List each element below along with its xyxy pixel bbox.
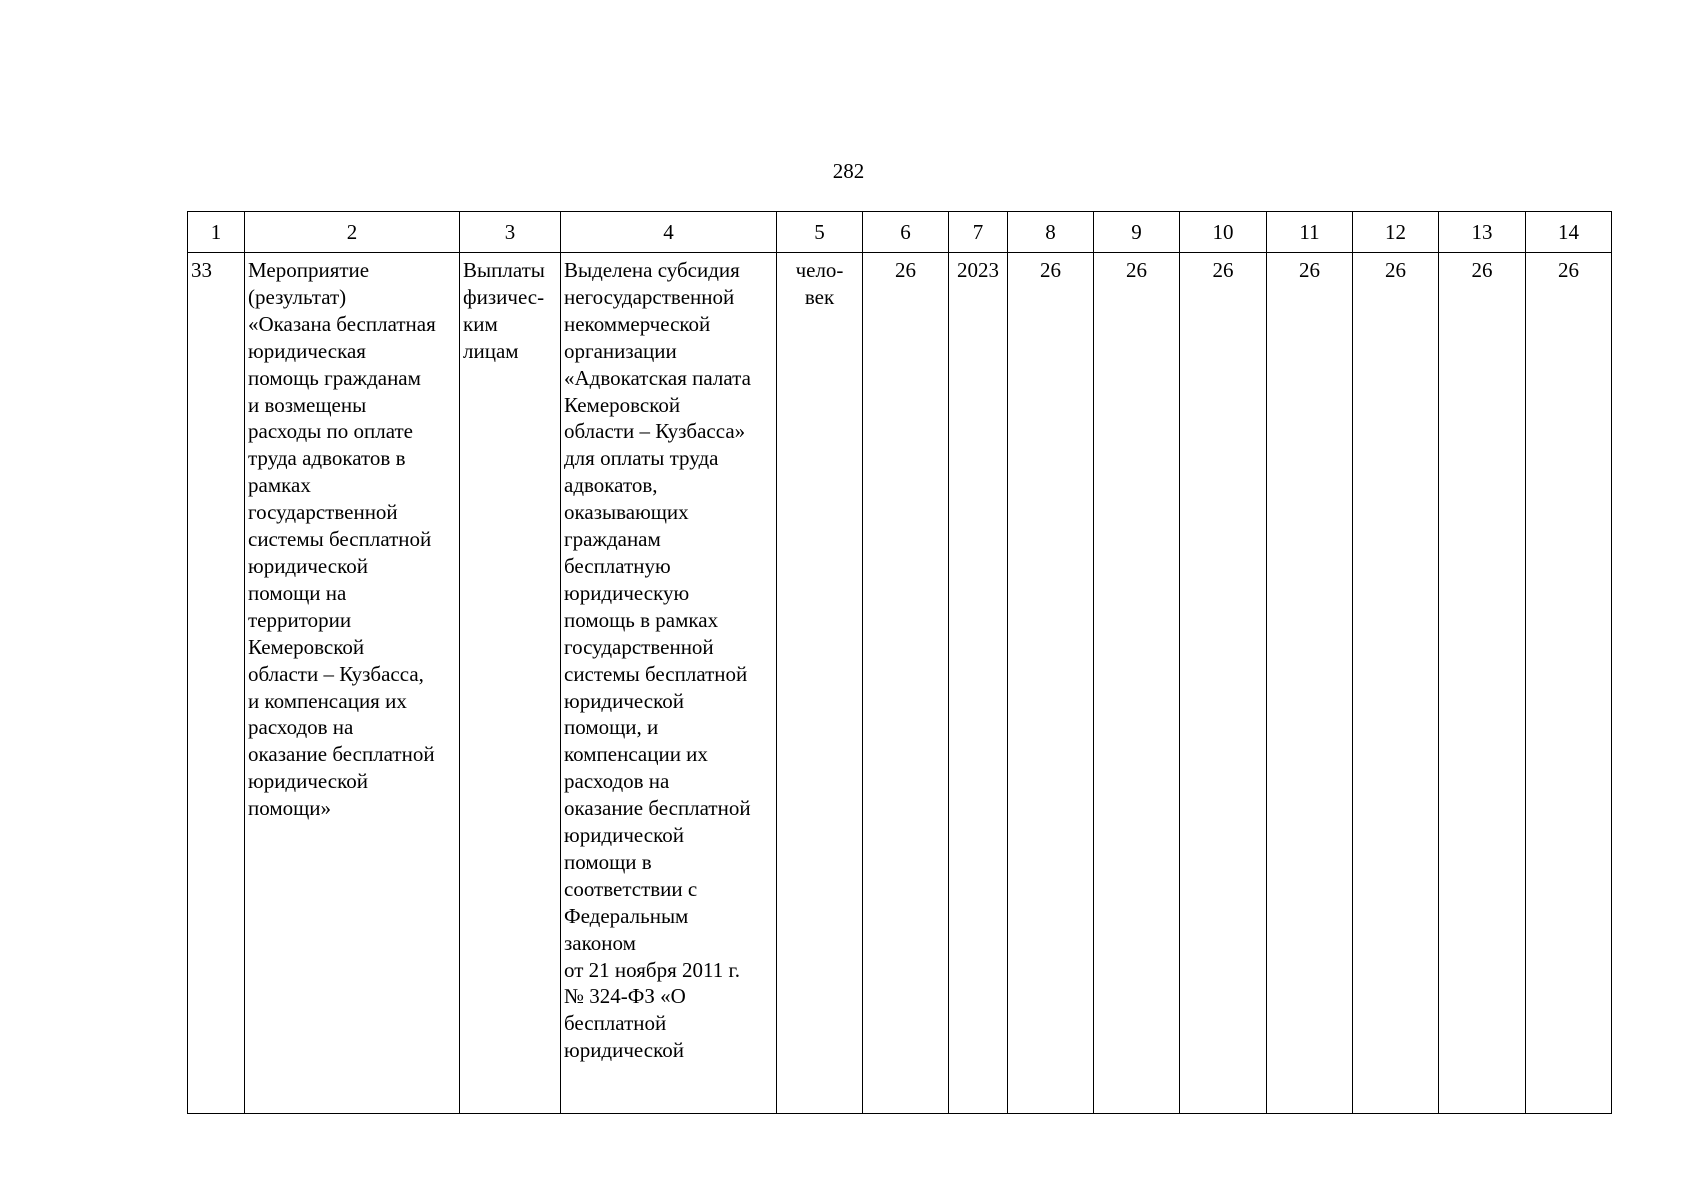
column-number: 12 <box>1353 212 1439 253</box>
base-value-cell: 26 <box>863 253 949 1114</box>
column-number: 6 <box>863 212 949 253</box>
value-cell: 26 <box>1180 253 1267 1114</box>
column-number: 8 <box>1008 212 1094 253</box>
table-row <box>188 253 1612 1114</box>
description-cell: Выделена субсидия негосударственной некоммерческой организации «Адвокатская палата Кемеровской области – Кузбасса» для оплаты труда адвокатов, оказывающих гражданам бесплатную юридическую помощь в рамках государственной системы бесплатной юридической помощи, и компенсации их расходов на оказание бесплатной юридической помощи в соответствии с Федеральным законом от 21 ноября 2011 г. № 324-ФЗ «О бесплатной юридической <box>561 253 777 1114</box>
column-numbers-row <box>188 212 1612 253</box>
page-number: 282 <box>832 159 865 183</box>
column-number: 7 <box>949 212 1008 253</box>
column-number: 11 <box>1267 212 1353 253</box>
value-cell: 26 <box>1439 253 1526 1114</box>
row-number-cell: 33 <box>188 253 245 1114</box>
value-cell: 26 <box>1526 253 1612 1114</box>
column-number: 10 <box>1180 212 1267 253</box>
column-number: 4 <box>561 212 777 253</box>
results-table <box>187 211 1612 1114</box>
column-number: 9 <box>1094 212 1180 253</box>
column-number: 2 <box>245 212 460 253</box>
event-name-cell: Мероприятие (результат) «Оказана бесплатная юридическая помощь гражданам и возмещены расходы по оплате труда адвокатов в рамках государственной системы бесплатной юридической помощи на территории Кемеровской области – Кузбасса, и компенсация их расходов на оказание бесплатной юридической помощи» <box>245 253 460 1114</box>
value-cell: 26 <box>1353 253 1439 1114</box>
unit-cell: чело- век <box>777 253 863 1114</box>
value-cell: 26 <box>1094 253 1180 1114</box>
column-number: 1 <box>188 212 245 253</box>
value-cell: 26 <box>1008 253 1094 1114</box>
column-number: 5 <box>777 212 863 253</box>
column-number: 13 <box>1439 212 1526 253</box>
value-cell: 26 <box>1267 253 1353 1114</box>
column-number: 14 <box>1526 212 1612 253</box>
base-year-cell: 2023 <box>949 253 1008 1114</box>
column-number: 3 <box>460 212 561 253</box>
type-cell: Выплаты физичес- ким лицам <box>460 253 561 1114</box>
